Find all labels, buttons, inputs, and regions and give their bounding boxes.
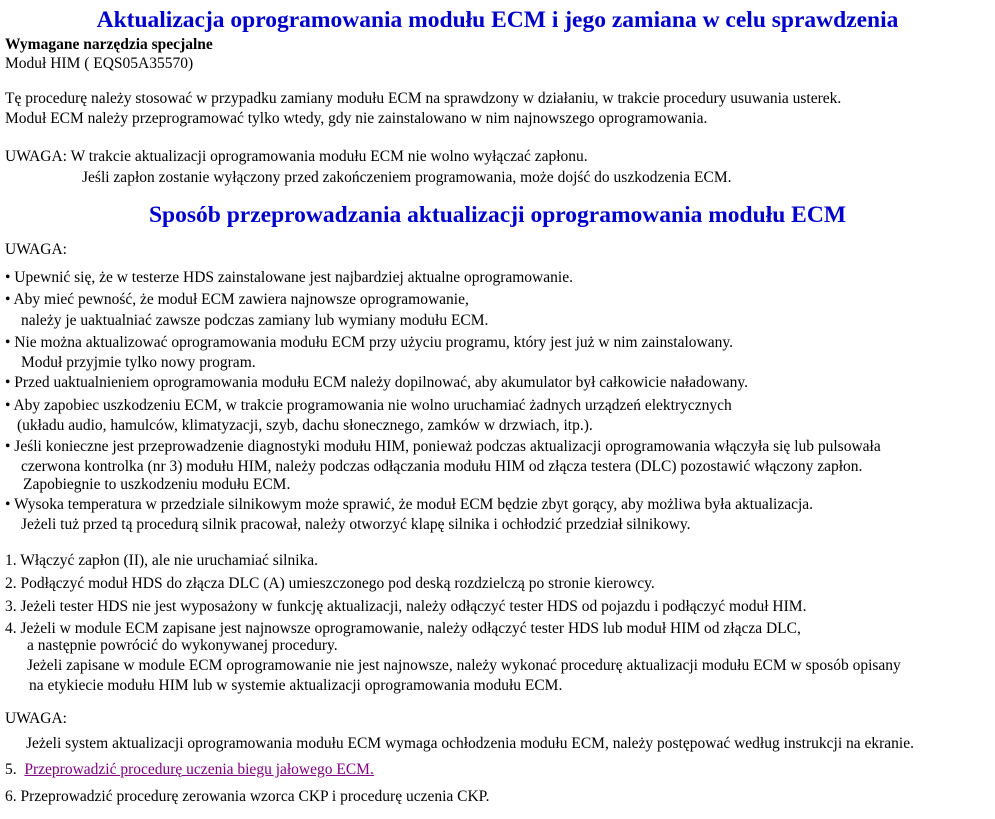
step-4-continuation: na etykiecie modułu HIM lub w systemie aktualizacji oprogramowania modułu ECM.	[29, 677, 563, 694]
step-4-continuation: Jeżeli zapisane w module ECM oprogramowanie nie jest najnowsze, należy wykonać procedurę aktualizacji modułu ECM w sposób opisany	[27, 657, 901, 674]
bullet-item: • Upewnić się, że w testerze HDS zainstalowane jest najbardziej aktualne oprogramowanie.	[5, 269, 573, 286]
bullet-item: • Wysoka temperatura w przedziale silnikowym może sprawić, że moduł ECM będzie zbyt gorący, aby możliwa była aktualizacja.	[5, 496, 814, 513]
tools-heading: Wymagane narzędzia specjalne	[5, 36, 213, 53]
step-4-continuation: a następnie powrócić do wykonywanej procedury.	[27, 637, 338, 654]
bullet-item-continuation: czerwona kontrolka (nr 3) modułu HIM, należy podczas odłączania modułu HIM od złącza testera (DLC) pozostawić włączony zapłon.	[21, 458, 863, 475]
notice-cooling: Jeżeli system aktualizacji oprogramowania modułu ECM wymaga ochłodzenia modułu ECM, należy postępować według instrukcji na ekranie.	[26, 735, 914, 752]
notice-ignition-line-2: Jeśli zapłon zostanie wyłączony przed zakończeniem programowania, może dojść do uszkodzenia ECM.	[82, 169, 732, 186]
step-6: 6. Przeprowadzić procedurę zerowania wzorca CKP i procedurę uczenia CKP.	[5, 788, 490, 805]
procedure-title: Sposób przeprowadzania aktualizacji oprogramowania modułu ECM	[148, 202, 846, 228]
idle-learn-procedure-link[interactable]: Przeprowadzić procedurę uczenia biegu jałowego ECM.	[24, 761, 374, 778]
step-5	[5, 760, 374, 779]
page-title: Aktualizacja oprogramowania modułu ECM i jego zamiana w celu sprawdzenia	[96, 7, 899, 33]
step-3: 3. Jeżeli tester HDS nie jest wyposażony w funkcję aktualizacji, należy odłączyć tester HDS od pojazdu i podłączyć moduł HIM.	[5, 598, 807, 615]
step-1: 1. Włączyć zapłon (II), ale nie uruchamiać silnika.	[5, 552, 319, 569]
bullet-item: • Aby mieć pewność, że moduł ECM zawiera najnowsze oprogramowanie,	[5, 291, 469, 308]
notice-label: UWAGA:	[5, 710, 67, 727]
bullet-item: • Jeśli konieczne jest przeprowadzenie diagnostyki modułu HIM, ponieważ podczas aktualizacji oprogramowania włączyła się lub pulsowała	[5, 438, 881, 455]
bullet-item-continuation: Zapobiegnie to uszkodzeniu modułu ECM.	[23, 476, 291, 493]
notice-ignition-line-1: UWAGA: W trakcie aktualizacji oprogramowania modułu ECM nie wolno wyłączać zapłonu.	[5, 148, 588, 165]
step-5-number: 5.	[5, 761, 17, 778]
intro-line-2: Moduł ECM należy przeprogramować tylko wtedy, gdy nie zainstalowano w nim najnowszego oprogramowania.	[5, 110, 708, 127]
notice-label: UWAGA:	[5, 241, 67, 258]
bullet-item-continuation: Moduł przyjmie tylko nowy program.	[21, 354, 256, 371]
intro-line-1: Tę procedurę należy stosować w przypadku zamiany modułu ECM na sprawdzony w działaniu, w trakcie procedury usuwania usterek.	[5, 90, 842, 107]
tools-item: Moduł HIM ( EQS05A35570)	[5, 55, 194, 72]
bullet-item-continuation: Jeżeli tuż przed tą procedurą silnik pracował, należy otworzyć klapę silnika i ochłodzić przedział silnikowy.	[21, 516, 691, 533]
bullet-item-continuation: (układu audio, hamulców, klimatyzacji, szyb, dachu słonecznego, zamków w drzwiach, itp.).	[17, 417, 593, 434]
bullet-item: • Nie można aktualizować oprogramowania modułu ECM przy użyciu programu, który jest już w nim zainstalowany.	[5, 334, 733, 351]
bullet-item: • Aby zapobiec uszkodzeniu ECM, w trakcie programowania nie wolno uruchamiać żadnych urządzeń elektrycznych	[5, 397, 732, 414]
step-2: 2. Podłączyć moduł HDS do złącza DLC (A) umieszczonego pod deską rozdzielczą po stronie kierowcy.	[5, 575, 655, 592]
bullet-item-continuation: należy je uaktualniać zawsze podczas zamiany lub wymiany modułu ECM.	[21, 312, 489, 329]
bullet-item: • Przed uaktualnieniem oprogramowania modułu ECM należy dopilnować, aby akumulator był całkowicie naładowany.	[5, 374, 749, 391]
step-4: 4. Jeżeli w module ECM zapisane jest najnowsze oprogramowanie, należy odłączyć tester HDS lub moduł HIM od złącza DLC,	[5, 620, 801, 637]
